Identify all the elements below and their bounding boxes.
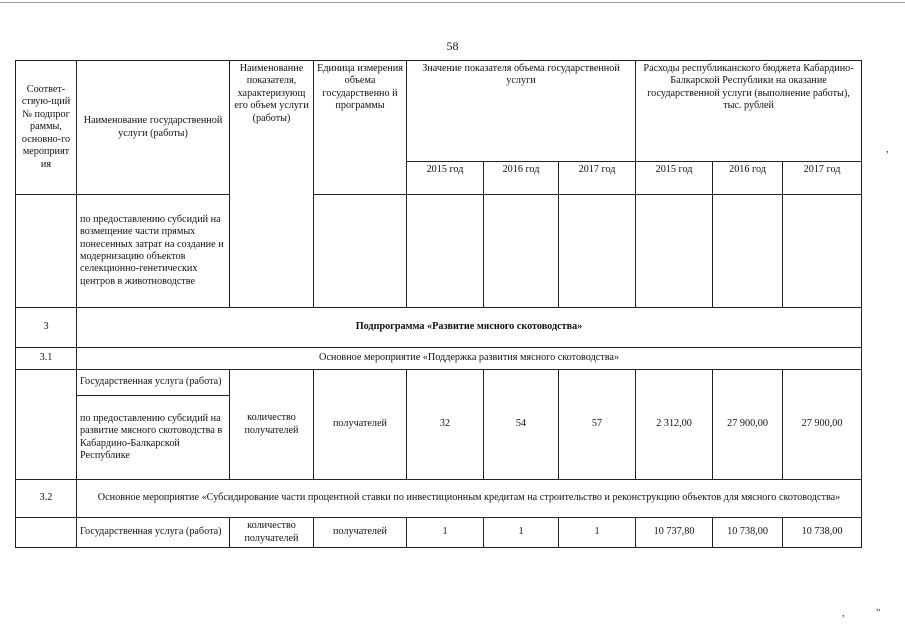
service-unit: получателей — [314, 370, 407, 480]
year-expenses-2017: 2017 год — [783, 162, 862, 195]
service-volume-2017: 1 — [559, 518, 636, 548]
service-expenses-2015: 2 312,00 — [636, 370, 713, 480]
continued-number-cell — [16, 195, 77, 308]
continued-cell-1 — [407, 195, 484, 308]
header-row — [16, 61, 862, 162]
activity-number: 3.1 — [16, 348, 77, 370]
header-volume-group: Значение показателя объема государственной услуги — [407, 61, 636, 162]
service-unit: получателей — [314, 518, 407, 548]
header-subprogram-number: Соответ-ствую-щий № подпрог раммы, основно-го мероприят ия — [16, 61, 77, 195]
activity-title: Основное мероприятие «Субсидирование части процентной ставки по инвестиционным кредитам на строительство и реконструкцию объектов для мясного скотоводства» — [77, 480, 862, 518]
margin-mark: , — [842, 607, 845, 619]
service-number-cell — [16, 370, 77, 480]
margin-mark: " — [876, 607, 881, 619]
activity-row — [16, 348, 862, 370]
continued-cell-2 — [484, 195, 559, 308]
margin-mark: , — [886, 143, 889, 155]
continued-cell-6 — [783, 195, 862, 308]
continued-unit-cell — [314, 195, 407, 308]
continued-cell-4 — [636, 195, 713, 308]
year-volume-2016: 2016 год — [484, 162, 559, 195]
subprogram-title: Подпрограмма «Развитие мясного скотоводства» — [77, 308, 862, 348]
service-expenses-2016: 27 900,00 — [713, 370, 783, 480]
service-label-row — [16, 370, 862, 396]
service-volume-2015: 1 — [407, 518, 484, 548]
service-text: по предоставлению субсидий на развитие мясного скотоводства в Кабардино-Балкарской Республике — [77, 396, 230, 480]
service-number-cell — [16, 518, 77, 548]
services-table — [15, 60, 862, 548]
service-expenses-2016: 10 738,00 — [713, 518, 783, 548]
service-indicator: количество получателей — [230, 370, 314, 480]
page-top-rule — [0, 2, 905, 3]
service-expenses-2017: 10 738,00 — [783, 518, 862, 548]
service-row — [16, 518, 862, 548]
year-expenses-2015: 2015 год — [636, 162, 713, 195]
service-indicator: количество получателей — [230, 518, 314, 548]
service-expenses-2017: 27 900,00 — [783, 370, 862, 480]
service-expenses-2015: 10 737,80 — [636, 518, 713, 548]
header-indicator-name: Наименование показателя, характеризующ его объем услуги (работы) — [230, 61, 314, 308]
subprogram-row — [16, 308, 862, 348]
activity-row — [16, 480, 862, 518]
activity-number: 3.2 — [16, 480, 77, 518]
continued-cell-3 — [559, 195, 636, 308]
year-expenses-2016: 2016 год — [713, 162, 783, 195]
continued-cell-5 — [713, 195, 783, 308]
service-volume-2016: 54 — [484, 370, 559, 480]
header-service-name: Наименование государственной услуги (работы) — [77, 61, 230, 195]
page-number: 58 — [446, 39, 459, 53]
subprogram-number: 3 — [16, 308, 77, 348]
continued-service-row — [16, 195, 862, 308]
header-unit: Единица измерения объема государственно й программы — [314, 61, 407, 195]
service-volume-2015: 32 — [407, 370, 484, 480]
continued-service-text: по предоставлению субсидий на возмещение части прямых понесенных затрат на создание и модернизацию объектов селекционно-генетических центров в животноводстве — [77, 195, 230, 308]
service-label: Государственная услуга (работа) — [77, 518, 230, 548]
year-volume-2017: 2017 год — [559, 162, 636, 195]
service-volume-2016: 1 — [484, 518, 559, 548]
header-expenses-group: Расходы республиканского бюджета Кабардино-Балкарской Республики на оказание государственной услуги (выполнение работы), тыс. рублей — [636, 61, 862, 162]
activity-title: Основное мероприятие «Поддержка развития мясного скотоводства» — [77, 348, 862, 370]
service-volume-2017: 57 — [559, 370, 636, 480]
year-volume-2015: 2015 год — [407, 162, 484, 195]
service-label: Государственная услуга (работа) — [77, 370, 230, 396]
